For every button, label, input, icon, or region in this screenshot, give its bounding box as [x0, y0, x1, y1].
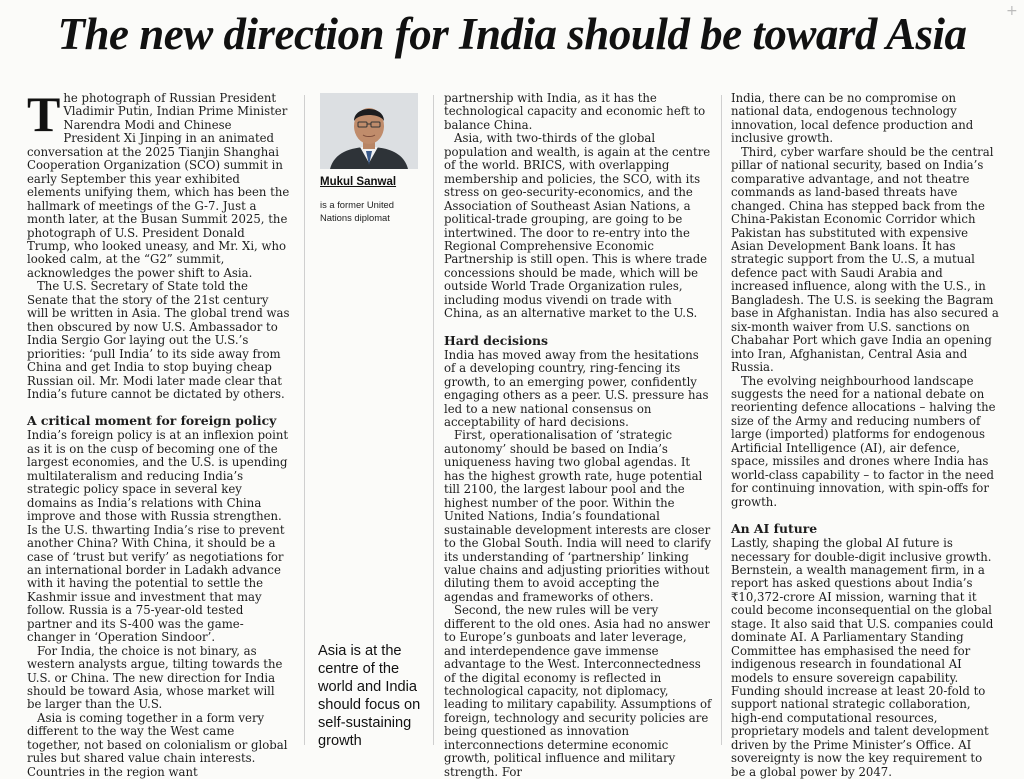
author-portrait — [320, 93, 418, 169]
headline: The new direction for India should be toward Asia — [57, 9, 967, 59]
pull-quote: Asia is at the centre of the world and India should focus on self-sustaining growth — [318, 643, 421, 749]
drop-cap: T — [27, 86, 61, 142]
paragraph: The U.S. Secretary of State told the Senate that the story of the 21st century will be written in Asia. The global trend was then obscured by now U.S. Ambassador to India Sergio Gor laying out the U.S.’s priorities: ‘pull India’ to its side away from China and get India to stop buying cheap Russian oil. Mr. Modi later made clear that India’s future cannot be dictated by others. — [27, 279, 290, 401]
paragraph: Asia, with two-thirds of the global population and wealth, is again at the centre of the world. BRICS, with overlapping membership and policies, the SCO, with its stress on geo-security-economics, and the Association of Southeast Asian Nations, a political-trade grouping, are going to be intertwined. The door to re-entry into the Regional Comprehensive Economic Partnership is still open. This is where trade concessions should be made, which will be outside World Trade Organization rules, including modus vivendi on trade with China, as an alternative market to the U.S. — [444, 131, 711, 321]
column-divider — [721, 95, 722, 745]
article-column-1 — [27, 86, 290, 779]
paragraph: India, there can be no compromise on national data, endogenous technology innovation, local defence production and inclusive growth. — [731, 91, 974, 146]
column-divider — [433, 95, 434, 745]
paragraph: Asia is coming together in a form very different to the way the West came together, not based on colonialism or global rules but shared value chain interests. Countries in the region want — [27, 710, 288, 779]
paragraph: First, operationalisation of ‘strategic autonomy’ should be based on India’s uniqueness having two global agendas. It has the highest growth rate, huge potential till 2100, the largest labour pool and the highest number of the poor. Within the United Nations, India’s foundational sustainable development interests are closer to the Global South. India will need to clarify its understanding of ‘partnership’ linking value chains and adjusting priorities without diluting them to avoid accepting the agendas and frameworks of others. — [444, 428, 712, 604]
paragraph: India has moved away from the hesitations of a developing country, ring-fencing its growth, to an emerging power, confidently engaging others as a peer. U.S. pressure has led to a new national consensus on acceptability of hard decisions. — [444, 347, 709, 429]
article-column-3 — [731, 91, 999, 779]
author-role: is a former United Nations diplomat — [320, 199, 394, 223]
paragraph: Third, cyber warfare should be the central pillar of national security, based on India’s comparative advantage, and not theatre commands as land-based threats have changed. China has stepped back from the China-Pakistan Economic Corridor which Pakistan has substituted with expensive Asian Development Bank loans. It has strategic support from the U..S, a mutual defence pact with Saudi Arabia and increased influence, along with the U.S., in Bangladesh. The U.S. is seeking the Bagram base in Afghanistan. India has also secured a six-month waiver from U.S. sanctions on Chabahar Port which gave India an opening into Iran, Afghanistan, Central Asia and Russia. — [731, 144, 999, 375]
paragraph: The evolving neighbourhood landscape suggests the need for a national debate on reorienting defence allocations – halving the size of the Army and reducing numbers of large (imported) platforms for endogenous Artificial Intelligence (AI), air defence, space, missiles and drones where India has world-class capability – to factor in the need for continuing innovation, with spin-offs for growth. — [731, 373, 996, 509]
column-divider — [304, 95, 305, 745]
paragraph: Second, the new rules will be very different to the old ones. Asia had no answer to Europe’s gunboats and later leverage, and interdependence gave immense advantage to the West. Interconnectedness of the digital economy is reflected in technological capacity, not diplomacy, leading to military capability. Assumptions of foreign, technology and security policies are being questioned as innovation interconnections determine economic growth, political influence and military strength. For — [444, 603, 712, 779]
paragraph-text: he photograph of Russian President Vladimir Putin, Indian Prime Minister Narendra Modi and Chinese President Xi Jinping in an animated conversation at the 2025 Tianjin Shanghai Cooperation Organization (SCO) summit in early September this year exhibited elements unifying them, which has been the hallmark of meetings of the G-7. Just a month later, at the Busan Summit 2025, the photograph of U.S. President Donald Trump, who looked uneasy, and Mr. Xi, who looked calm, at the “G2” summit, acknowledges the power shift to Asia. — [27, 91, 290, 280]
author-name: Mukul Sanwal — [320, 176, 397, 188]
section-heading: An AI future — [731, 521, 818, 537]
paragraph: India’s foreign policy is at an inflexion point as it is on the cusp of becoming one of the largest economies, and the U.S. is upending multilateralism and reducing India’s strategic policy space in several key domains as India’s relations with China improve and those with Russia strengthen. Is the U.S. thwarting India’s rise to prevent another China? With China, it should be a case of ‘trust but verify’ as negotiations for an international border in Ladakh advance with it having the potential to settle the Kashmir issue and investment that may follow. Russia is a 75-year-old tested partner and its S-400 was the game-changer in ‘Operation Sindoor’. — [27, 428, 289, 645]
paragraph — [27, 86, 290, 280]
paragraph: For India, the choice is not binary, as western analysts argue, tilting towards the U.S. or China. The new direction for India should be toward Asia, whose market will be larger than the U.S. — [27, 643, 283, 712]
section-heading: A critical moment for foreign policy — [27, 413, 277, 429]
paragraph: partnership with India, as it has the technological capacity and economic heft to balance China. — [444, 91, 706, 132]
author-photo — [320, 93, 418, 169]
article-column-2 — [444, 91, 712, 779]
paragraph: Lastly, shaping the global AI future is necessary for double-digit inclusive growth. Bernstein, a wealth management firm, in a report has asked questions about India’s ₹10,372-crore AI mission, warning that it could become inconsequential on the global stage. It also said that U.S. companies could dominate AI. A Parliamentary Standing Committee has emphasised the need for indigenous research in foundational AI models to ensure sovereign capability. Funding should increase at least 20-fold to support national strategic collaboration, high-end computational resources, proprietary models and talent development driven by the Prime Minister’s Office. AI sovereignty is now the key requirement to be a global power by 2047. — [731, 536, 994, 779]
section-heading: Hard decisions — [444, 332, 548, 348]
corner-plus-icon: + — [1006, 3, 1018, 19]
